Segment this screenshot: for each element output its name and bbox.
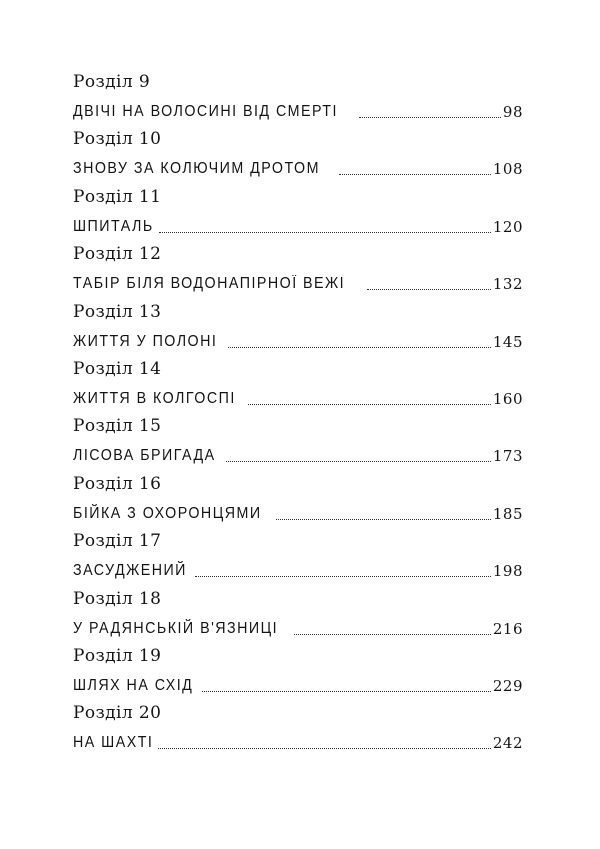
toc-entry[interactable] [73, 415, 523, 472]
table-of-contents [73, 71, 523, 760]
toc-entry[interactable] [73, 473, 523, 530]
dot-leader [359, 117, 501, 118]
dot-leader [226, 461, 491, 462]
chapter-title: ТАБІР БІЛЯ ВОДОНАПІРНОЇ ВЕЖІ [73, 275, 346, 293]
page-number: 132 [492, 275, 523, 294]
chapter-title: ЛІСОВА БРИГАДА [73, 447, 216, 465]
chapter-title-row [73, 560, 523, 580]
chapter-label: Розділ 19 [73, 645, 162, 666]
chapter-title-row [73, 388, 523, 408]
chapter-title: ШПИТАЛЬ [73, 217, 154, 235]
chapter-title: ЗНОВУ ЗА КОЛЮЧИМ ДРОТОМ [73, 160, 320, 178]
chapter-label: Розділ 10 [73, 129, 162, 150]
chapter-label: Розділ 17 [73, 531, 162, 552]
chapter-title: ШЛЯХ НА СХІД [73, 676, 194, 694]
dot-leader [339, 174, 490, 175]
toc-entry[interactable] [73, 358, 523, 415]
toc-entry[interactable] [73, 71, 523, 128]
toc-entry[interactable] [73, 186, 523, 243]
chapter-label: Розділ 15 [73, 416, 162, 437]
chapter-title: ЗАСУДЖЕНИЙ [73, 562, 187, 580]
chapter-label: Розділ 14 [73, 358, 162, 379]
chapter-title-row [73, 503, 523, 523]
dot-leader [248, 404, 491, 405]
page-number: 98 [502, 103, 523, 121]
page-number: 145 [492, 332, 523, 351]
chapter-title: У РАДЯНСЬКІЙ В'ЯЗНИЦІ [73, 619, 279, 637]
toc-entry[interactable] [73, 301, 523, 358]
dot-leader [195, 576, 491, 577]
page-number: 198 [492, 562, 523, 581]
page-number: 108 [492, 160, 523, 179]
chapter-title-row [73, 158, 523, 178]
chapter-title-row [73, 675, 523, 695]
chapter-title: ЖИТТЯ У ПОЛОНІ [73, 332, 218, 350]
chapter-label: Розділ 18 [73, 588, 162, 609]
chapter-label: Розділ 11 [73, 186, 162, 207]
chapter-title: БІЙКА З ОХОРОНЦЯМИ [73, 504, 262, 522]
chapter-title-row [73, 618, 523, 638]
toc-entry[interactable] [73, 243, 523, 300]
toc-entry[interactable] [73, 530, 523, 587]
chapter-title-row [73, 216, 523, 236]
page-number: 216 [492, 619, 523, 638]
dot-leader [294, 634, 491, 635]
toc-entry[interactable] [73, 645, 523, 702]
chapter-title: НА ШАХТІ [73, 734, 154, 752]
chapter-title-row [73, 445, 523, 465]
chapter-title-row [73, 732, 523, 752]
chapter-label: Розділ 12 [73, 244, 162, 265]
dot-leader [202, 691, 491, 692]
toc-entry[interactable] [73, 128, 523, 185]
chapter-title: ДВІЧІ НА ВОЛОСИНІ ВІД СМЕРТІ [73, 103, 338, 120]
chapter-title-row [73, 331, 523, 351]
chapter-label: Розділ 13 [73, 301, 162, 322]
dot-leader [158, 748, 491, 749]
toc-entry[interactable] [73, 588, 523, 645]
chapter-title: ЖИТТЯ В КОЛГОСПІ [73, 389, 236, 407]
chapter-label: Розділ 20 [73, 703, 162, 724]
page-number: 160 [492, 389, 523, 408]
page-number: 229 [492, 676, 523, 695]
page-number: 173 [492, 447, 523, 466]
page-number: 120 [492, 217, 523, 236]
toc-entry[interactable] [73, 702, 523, 759]
chapter-title-row [73, 101, 523, 121]
dot-leader [159, 232, 491, 233]
chapter-label: Розділ 9 [73, 72, 151, 92]
dot-leader [276, 519, 491, 520]
page-number: 185 [492, 504, 523, 523]
dot-leader [228, 347, 491, 348]
page-number: 242 [492, 734, 523, 753]
chapter-label: Розділ 16 [73, 473, 162, 494]
dot-leader [367, 289, 491, 290]
chapter-title-row [73, 273, 523, 293]
